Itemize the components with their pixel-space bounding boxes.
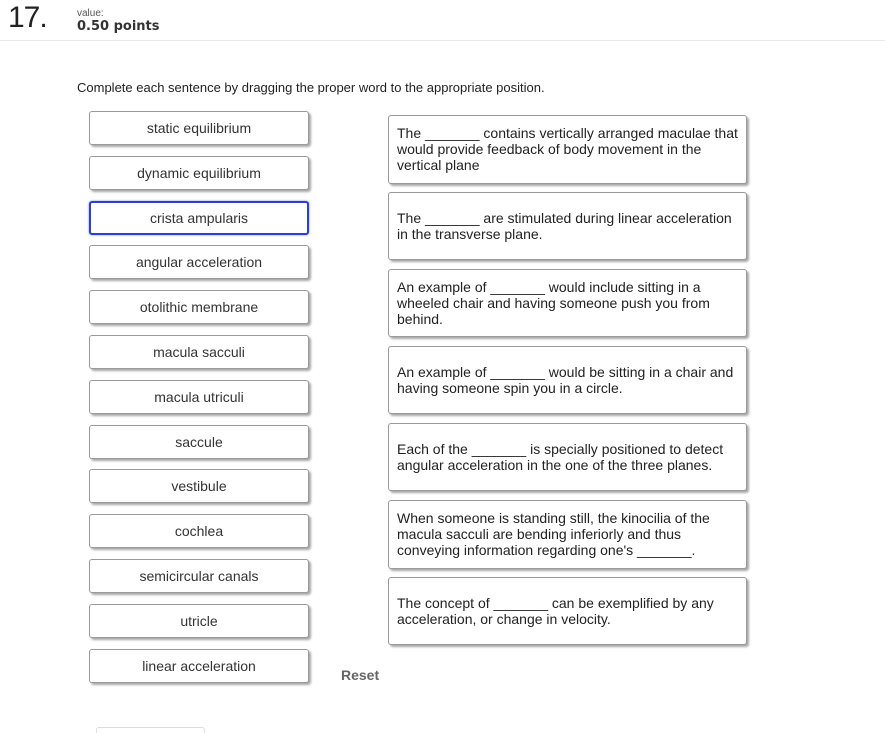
draggable-word[interactable]: utricle	[89, 604, 309, 638]
sentence-drop-target[interactable]: Each of the _______ is specially positioned to detect angular acceleration in the one of the three planes.	[388, 423, 747, 491]
draggable-word[interactable]: macula sacculi	[89, 335, 309, 369]
sentence-drop-target[interactable]: The _______ are stimulated during linear acceleration in the transverse plane.	[388, 192, 747, 260]
draggable-word[interactable]: static equilibrium	[89, 111, 309, 145]
sentence-drop-target[interactable]: When someone is standing still, the kinocilia of the macula sacculi are bending inferiorly and thus conveying information regarding one's _______.	[388, 500, 747, 569]
draggable-word[interactable]: dynamic equilibrium	[89, 156, 309, 190]
value-label: value:	[77, 8, 104, 19]
word-bank	[89, 111, 309, 693]
sentence-drop-target[interactable]: An example of _______ would include sitting in a wheeled chair and having someone push you from behind.	[388, 269, 747, 337]
instructions: Complete each sentence by dragging the proper word to the appropriate position.	[77, 80, 545, 95]
points-value: 0.50 points	[77, 19, 160, 34]
draggable-word[interactable]: cochlea	[89, 514, 309, 548]
sentence-drop-target[interactable]: The concept of _______ can be exemplified by any acceleration, or change in velocity.	[388, 577, 747, 645]
draggable-word[interactable]: linear acceleration	[89, 649, 309, 683]
draggable-word[interactable]: macula utriculi	[89, 380, 309, 414]
draggable-word[interactable]: otolithic membrane	[89, 290, 309, 324]
header-divider	[0, 40, 885, 41]
question-number: 17.	[8, 1, 47, 34]
sentence-drop-target[interactable]: The _______ contains vertically arranged maculae that would provide feedback of body movement in the vertical plane	[388, 115, 747, 184]
bottom-button-edge	[96, 727, 205, 733]
draggable-word[interactable]: vestibule	[89, 469, 309, 503]
draggable-word[interactable]: angular acceleration	[89, 245, 309, 279]
sentence-drop-target[interactable]: An example of _______ would be sitting in a chair and having someone spin you in a circle.	[388, 346, 747, 414]
draggable-word-selected[interactable]: crista ampularis	[89, 201, 309, 235]
draggable-word[interactable]: saccule	[89, 425, 309, 459]
reset-button[interactable]: Reset	[341, 667, 380, 683]
draggable-word[interactable]: semicircular canals	[89, 559, 309, 593]
